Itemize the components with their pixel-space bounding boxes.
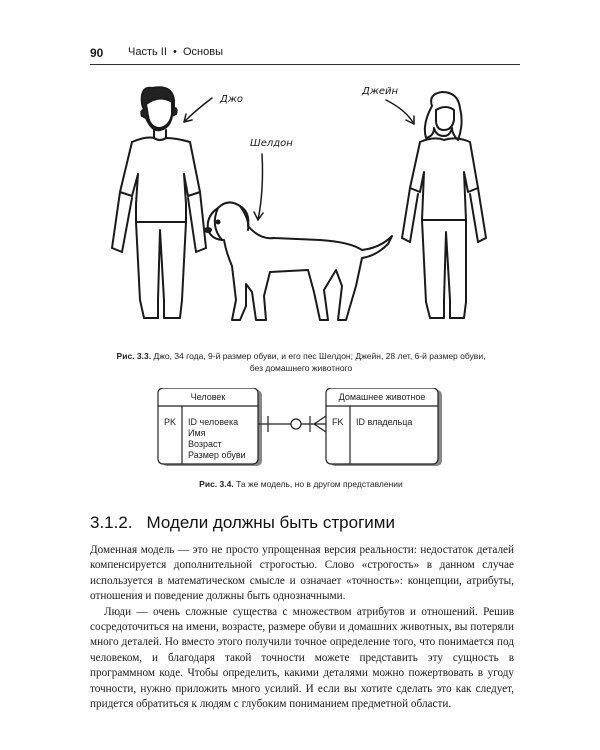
entity-person-attr: Размер обуви [188,450,246,460]
label-jane: Джейн [362,86,399,97]
label-joe: Джо [220,94,243,105]
figure-3-4-caption [90,478,512,490]
entity-person-attr: ID человека [188,417,239,427]
paragraph: Люди — очень сложные существа с множеством атрибутов и отношений. Решив сосредоточиться на имени, возрасте, размере обуви и домашних животных, вы потеряли много деталей. Но вместо этого получили точное определение того, что понимается под человеком, и благодаря такой точности можете представить эту сущность в программном коде. Чтобы определить, какими деталями можно пожертвовать в угоду точности, нужно приложить много усилий. И если вы хотите сделать это как следует, придется обратиться к людям с глубоким пониманием предметной области. [90,605,514,711]
entity-person [158,388,262,466]
part-label [128,46,223,58]
header-rule [90,64,520,65]
section-name: Основы [183,46,223,58]
header-separator: • [173,46,177,58]
figure-3-4-label: Рис. 3.4. [199,479,234,489]
joe-figure [112,87,206,318]
section-title: Модели должны быть строгими [146,513,395,532]
entity-person-title: Человек [190,392,226,402]
jane-figure [402,92,486,318]
page-number: 90 [90,46,104,60]
entity-person-key: PK [164,417,177,427]
entity-pet-key: FK [332,417,344,427]
figure-3-3-caption [90,350,512,374]
section-heading [90,513,395,533]
figure-3-3-caption-line1: Джо, 34 года, 9-й размер обуви, и его пес Шелдон; Джейн, 28 лет, 6-й размер обуви, [153,351,486,361]
figure-3-3-caption-line2: без домашнего животного [249,363,353,373]
figure-3-3-label: Рис. 3.3. [116,351,152,361]
entity-pet-attr: ID владельца [356,417,413,427]
entity-pet-title: Домашнее животное [338,392,426,402]
figure-3-4-caption-text: Та же модель, но в другом представлении [236,479,403,489]
entity-pet [326,388,442,466]
entity-person-attr: Имя [188,428,206,438]
er-diagram [150,388,450,472]
paragraph: Доменная модель — это не просто упрощенная версия реальности: недостаток деталей компенсируется дополнительной строгостью. Слово «строгость» в данном случае используется в математическом смысле и означает «точность»: концепции, атрибуты, отношения и поведение должны быть однозначными. [90,544,514,603]
sheldon-dog-figure [205,202,392,320]
relationship-connector [258,416,326,432]
part-name: Часть II [128,46,167,58]
section-number: 3.1.2. [90,513,133,532]
label-sheldon: Шелдон [250,138,293,149]
running-header [90,46,512,62]
body-text [90,543,514,712]
figure-3-3-illustration [100,80,510,340]
entity-person-attr: Возраст [188,439,222,449]
